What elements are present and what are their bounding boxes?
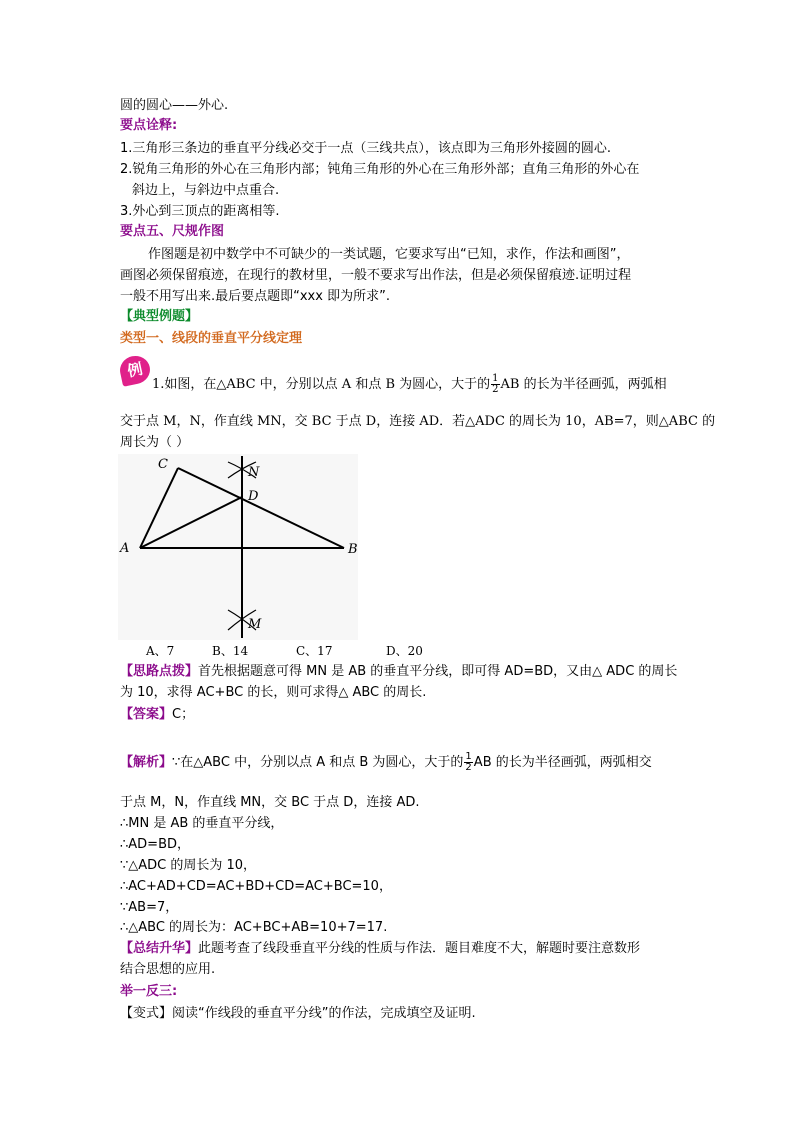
choice-b[interactable]: B、14 (212, 644, 249, 658)
hint-line-1: 【思路点拨】首先根据题意可得 MN 是 AB 的垂直平分线，即可得 AD=BD，又由△ ADC 的周长 (120, 664, 678, 679)
label-d: D (248, 489, 259, 504)
type1-heading: 类型一、线段的垂直平分线定理 (120, 331, 303, 346)
example-badge: 例 (117, 353, 152, 387)
choice-a[interactable]: A、7 (146, 644, 175, 658)
point-2: 2.锐角三角形的外心在三角形内部；钝角三角形的外心在三角形外部；直角三角形的外心在 (120, 162, 640, 177)
intro-text: 圆的圆心——外心. (120, 98, 229, 113)
answer-value: C； (172, 707, 195, 722)
section5-para-2: 画图必须保留痕迹，在现行的教材里，一般不要求写出作法，但是必须保留痕迹.证明过程 (120, 268, 632, 283)
label-m: M (248, 617, 262, 632)
label-n: N (248, 465, 260, 480)
section5-para-1: 作图题是初中数学中不可缺少的一类试题，它要求写出“已知，求作，作法和画图”， (148, 247, 630, 262)
summary-line-1: 【总结升华】此题考查了线段垂直平分线的性质与作法．题目难度不大，解题时要注意数形 (120, 941, 641, 956)
variant-line: 【变式】阅读“作线段的垂直平分线”的作法，完成填空及证明. (120, 1006, 476, 1021)
label-a: A (120, 541, 130, 556)
analysis-line-2: 于点 M，N，作直线 MN，交 BC 于点 D，连接 AD. (120, 795, 420, 810)
hint-label: 【思路点拨】 (120, 664, 199, 679)
analysis-line-1: 【解析】∵在△ABC 中，分别以点 A 和点 B 为圆心，大于的 $\frac{1}{2}$ AB 的长为半径画弧，两弧相交 (120, 751, 652, 773)
point-1: 1.三角形三条边的垂直平分线必交于一点（三线共点），该点即为三角形外接圆的圆心. (120, 141, 612, 156)
practice-heading: 举一反三: (120, 984, 178, 999)
variant-label: 【变式】 (120, 1006, 173, 1021)
point-3: 3.外心到三顶点的距离相等. (120, 204, 280, 219)
summary-line-2: 结合思想的应用. (120, 962, 216, 977)
triangle-figure (118, 454, 358, 640)
hint-line-2: 为 10，求得 AC+BC 的长，则可求得△ ABC 的周长. (120, 685, 427, 700)
key-points-heading: 要点诠释: (120, 118, 178, 133)
answer-label: 【答案】 (120, 707, 173, 722)
question-1-line-1: 1.如图，在△ABC 中，分别以点 A 和点 B 为圆心，大于的 $\frac{1}{2}$ AB 的长为半径画弧，两弧相 (152, 373, 667, 395)
analysis-label: 【解析】 (120, 755, 173, 770)
section5-heading: 要点五、尺规作图 (120, 224, 225, 239)
summary-label: 【总结升华】 (120, 941, 199, 956)
analysis-line-8: ∴△ABC 的周长为：AC+BC+AB=10+7=17. (120, 920, 388, 935)
fraction-half-2: $\frac{1}{2}$ (465, 751, 472, 773)
examples-heading: 【典型例题】 (120, 309, 199, 324)
question-1-line-3: 周长为（ ） (120, 435, 190, 450)
fraction-half: $\frac{1}{2}$ (492, 373, 499, 395)
label-b: B (348, 542, 358, 557)
analysis-line-6: ∴AC+AD+CD=AC+BD+CD=AC+BC=10， (120, 879, 392, 894)
point-2-cont: 斜边上，与斜边中点重合. (132, 183, 280, 198)
answer-line (120, 705, 194, 725)
analysis-line-7: ∵AB=7， (120, 900, 179, 915)
analysis-line-5: ∵△ADC 的周长为 10， (120, 858, 257, 873)
label-c: C (158, 457, 168, 472)
question-1-line-2: 交于点 M，N，作直线 MN，交 BC 于点 D，连接 AD．若△ADC 的周长为 10，AB=7，则△ABC 的 (120, 414, 716, 429)
choice-c[interactable]: C、17 (296, 644, 333, 658)
answer-choices (146, 642, 423, 660)
section5-para-3: 一般不用写出来.最后要点题即“xxx 即为所求”. (120, 289, 390, 304)
analysis-line-4: ∴AD=BD， (120, 837, 190, 852)
choice-d[interactable]: D、20 (386, 644, 423, 658)
analysis-line-3: ∴MN 是 AB 的垂直平分线， (120, 816, 284, 831)
